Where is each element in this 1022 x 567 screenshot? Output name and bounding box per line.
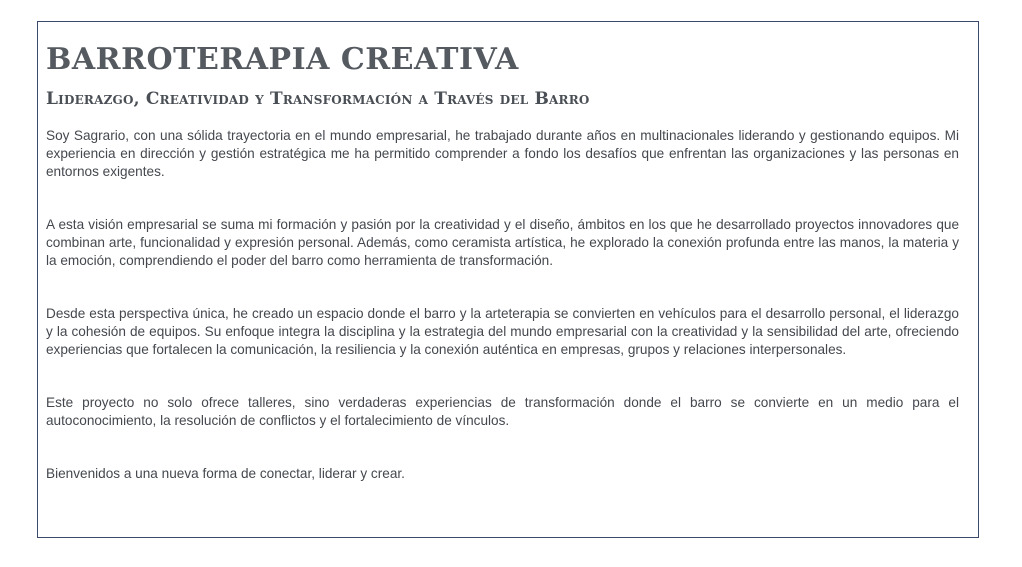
paragraph-project: Este proyecto no solo ofrece talleres, sino verdaderas experiencias de transformación donde el barro se convierte en un medio para el autoconocimiento, la resolución de conflictos y el fortalecimiento de vínculos.: [46, 395, 959, 428]
paragraph-welcome: Bienvenidos a una nueva forma de conectar, liderar y crear.: [46, 466, 405, 481]
paragraph-approach: Desde esta perspectiva única, he creado un espacio donde el barro y la arteterapia se convierten en vehículos para el desarrollo personal, el liderazgo y la cohesión de equipos. Su enfoque integra la disciplina y la estrategia del mundo empresarial con la creatividad y la sensibilidad del arte, ofreciendo experiencias que fortalecen la comunicación, la resiliencia y la conexión auténtica en empresas, grupos y relaciones interpersonales.: [46, 306, 959, 357]
document-title: BARROTERAPIA CREATIVA: [46, 42, 519, 77]
paragraph-intro: Soy Sagrario, con una sólida trayectoria en el mundo empresarial, he trabajado durante años en multinacionales liderando y gestionando equipos. Mi experiencia en dirección y gestión estratégica me ha permitido comprender a fondo los desafíos que enfrentan las organizaciones y las personas en entornos exigentes.: [46, 128, 959, 179]
document-content: [46, 40, 959, 483]
paragraph-creativity: A esta visión empresarial se suma mi formación y pasión por la creatividad y el diseño, ámbitos en los que he desarrollado proyectos innovadores que combinan arte, funcionalidad y expresión personal. Además, como ceramista artística, he explorado la conexión profunda entre las manos, la materia y la emoción, comprendiendo el poder del barro como herramienta de transformación.: [46, 217, 959, 268]
document-subtitle: Liderazgo, Creatividad y Transformación a Través del Barro: [46, 89, 590, 109]
document-frame: [37, 21, 979, 538]
